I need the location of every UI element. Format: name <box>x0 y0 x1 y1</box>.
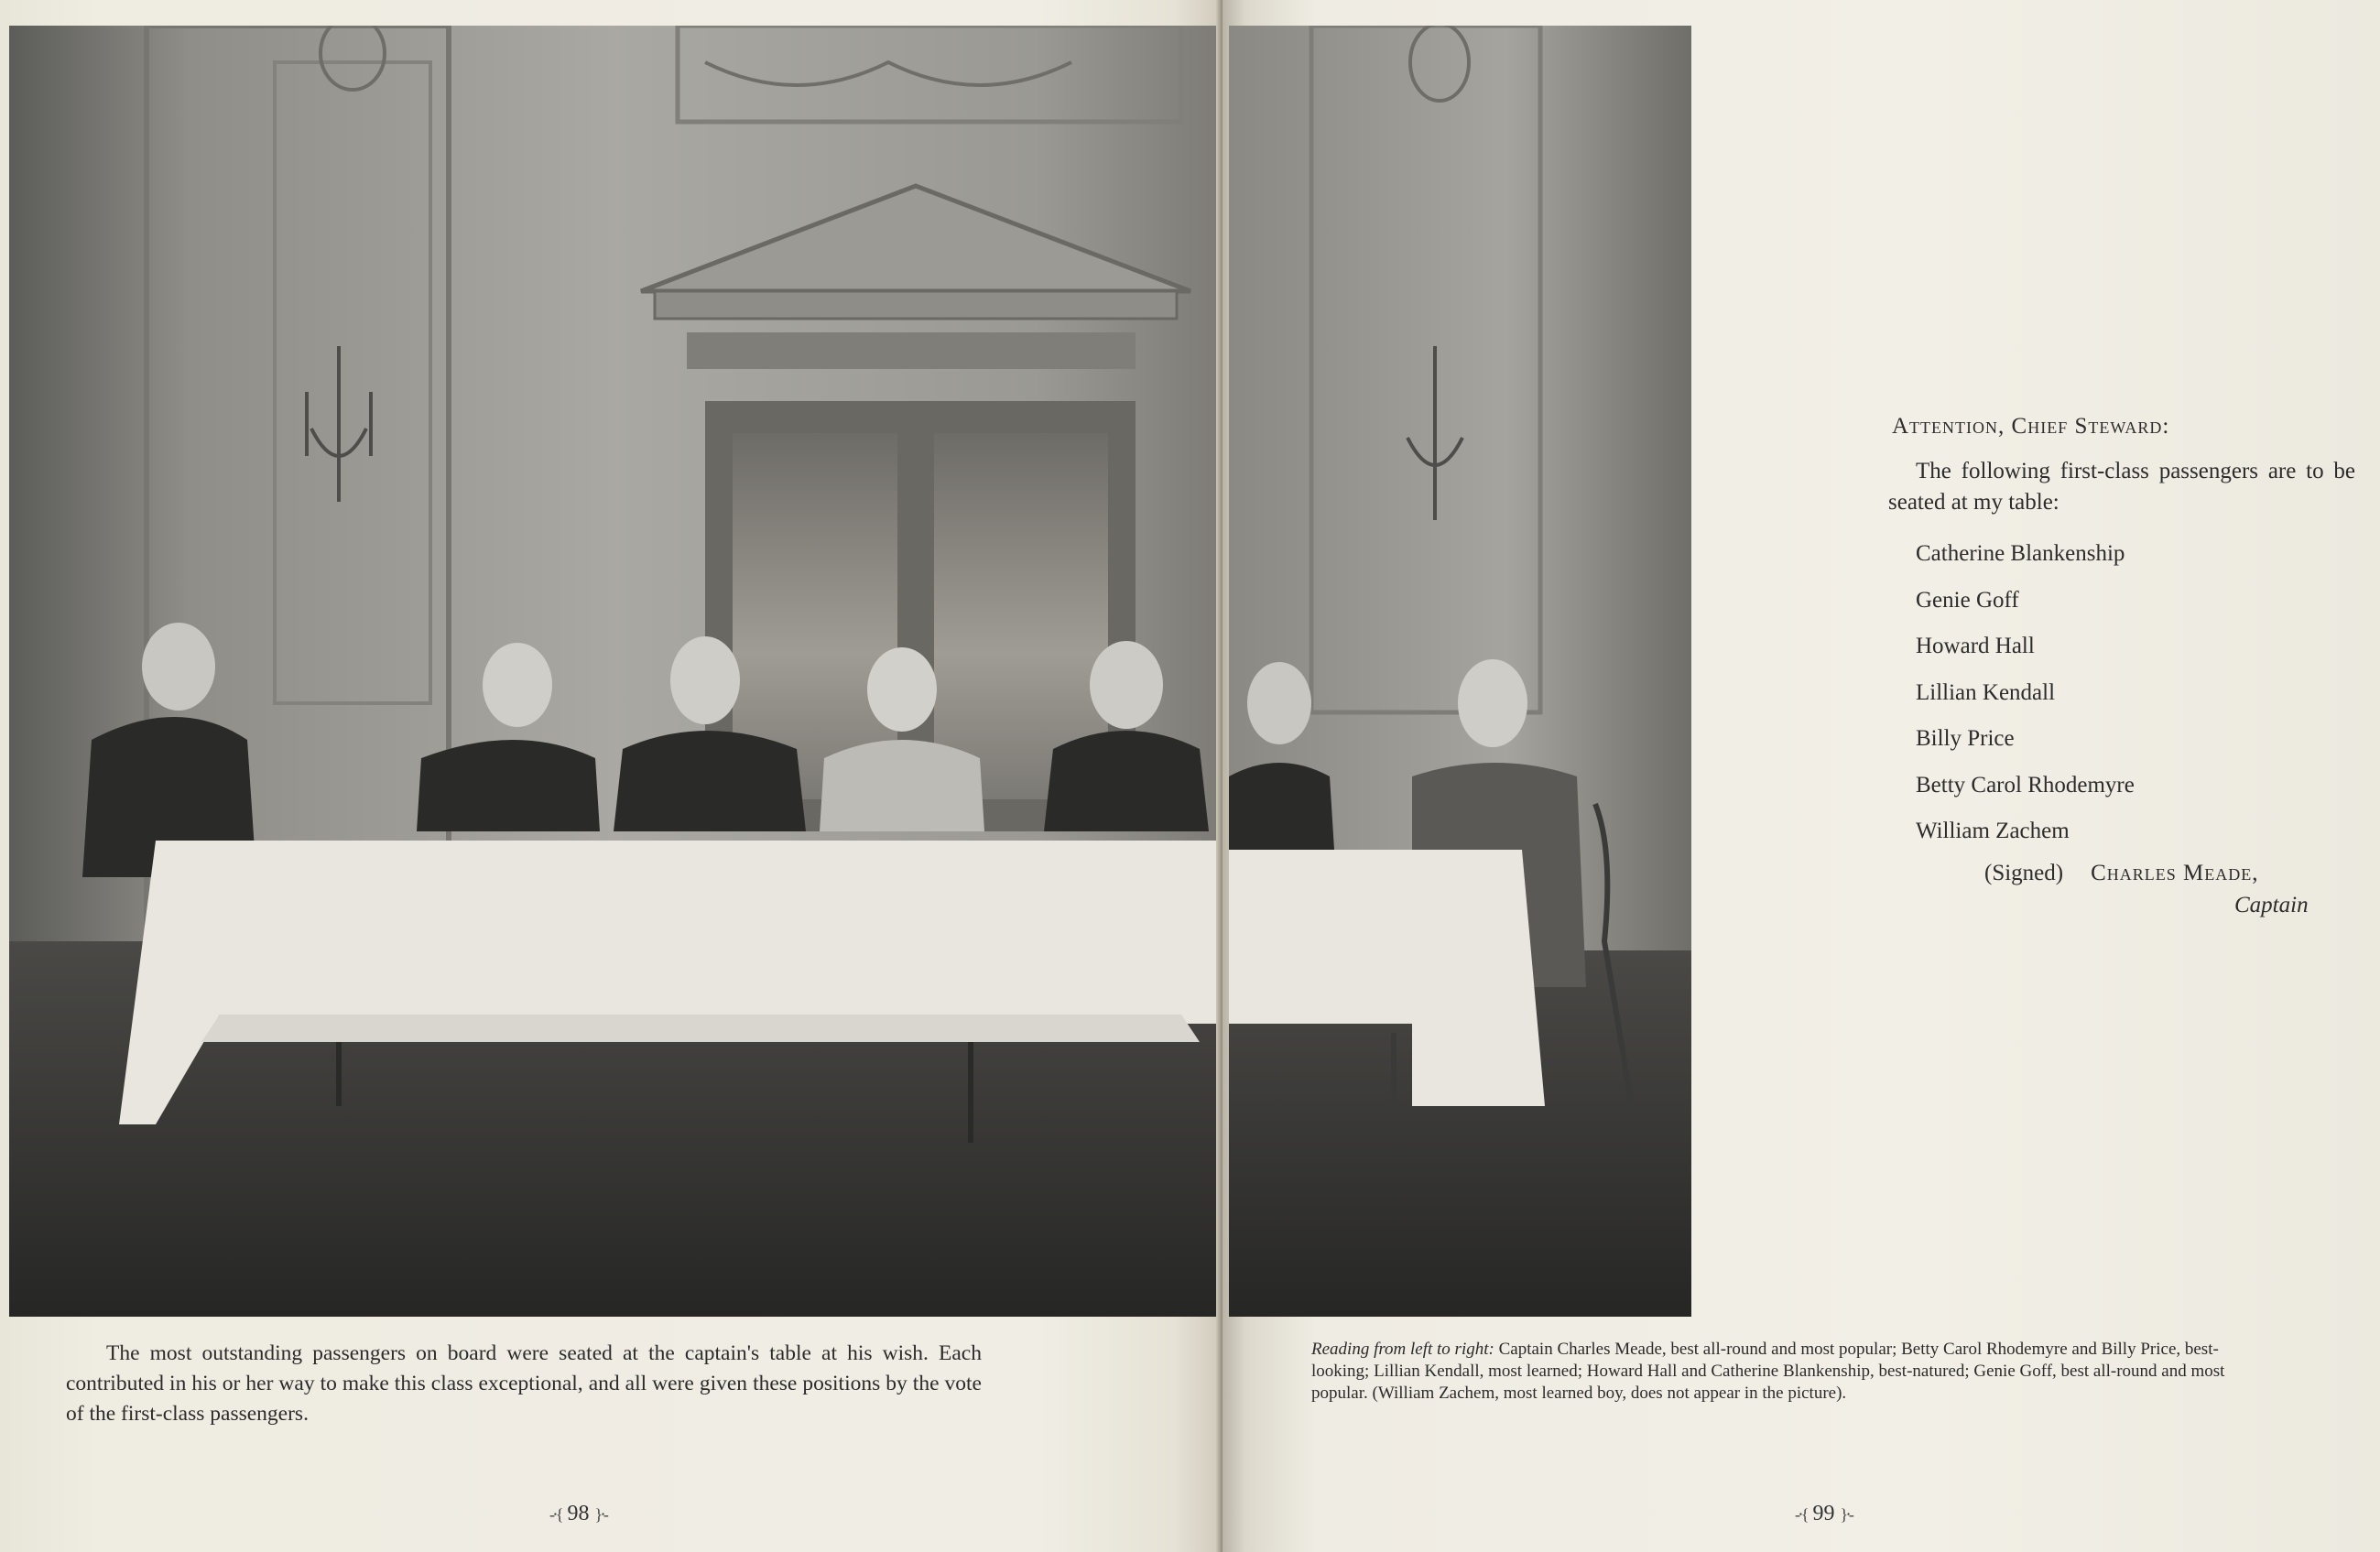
folio-ornament-left: -⸱{ <box>1795 1504 1808 1524</box>
photo-caption-right <box>1311 1339 2232 1405</box>
page-number-98: 98 <box>567 1502 590 1525</box>
page-number-99: 99 <box>1812 1502 1835 1525</box>
page-number-right <box>1795 1502 1853 1526</box>
passenger-item: Betty Carol Rhodemyre <box>1916 772 2135 798</box>
note-intro: The following first-class passengers are to be seated at my table: <box>1888 459 2355 515</box>
captains-note <box>1888 414 2355 855</box>
captains-table-photo-right <box>1229 26 1691 1317</box>
passenger-item: Catherine Blankenship <box>1916 541 2125 566</box>
page-number-left <box>549 1502 607 1526</box>
passenger-item: Billy Price <box>1916 726 2015 751</box>
passenger-list <box>1888 531 2355 855</box>
photo-caption-left: The most outstanding passengers on board were seated at the captain's table at his wish. Each contributed in his or her way to make this class exceptional, and all were given these positions by the vote of the first-class passengers. <box>66 1341 982 1426</box>
signed-title: Captain <box>2234 893 2309 917</box>
photo-scene-left <box>9 26 1218 1317</box>
folio-ornament-left: -⸱{ <box>549 1504 562 1524</box>
signed-name: Charles Meade, <box>2091 861 2259 885</box>
passenger-item: Genie Goff <box>1916 587 2019 613</box>
passenger-item: Howard Hall <box>1916 634 2035 658</box>
passenger-item: Lillian Kendall <box>1916 679 2056 705</box>
folio-ornament-right: }⸱- <box>1840 1504 1853 1524</box>
signed-label: (Signed) <box>1984 861 2064 885</box>
note-heading: Attention, Chief Steward: <box>1892 414 2170 439</box>
captains-table-photo-left <box>9 26 1218 1317</box>
caption-body: Captain Charles Meade, best all-round and most popular; Betty Carol Rhodemyre and Billy Price, best-looking; Lillian Kendall, most learned; Howard Hall and Catherine Blankenship, best-natured; Genie Goff, best all-round and most popular. (William Zachem, most learned boy, does not appear in the picture). <box>1311 1340 2225 1403</box>
signature-line <box>1984 861 2259 886</box>
folio-ornament-right: }⸱- <box>594 1504 607 1524</box>
caption-prefix: Reading from left to right: <box>1311 1340 1494 1359</box>
passenger-item: William Zachem <box>1916 819 2070 843</box>
photo-scene-right <box>1229 26 1691 1317</box>
